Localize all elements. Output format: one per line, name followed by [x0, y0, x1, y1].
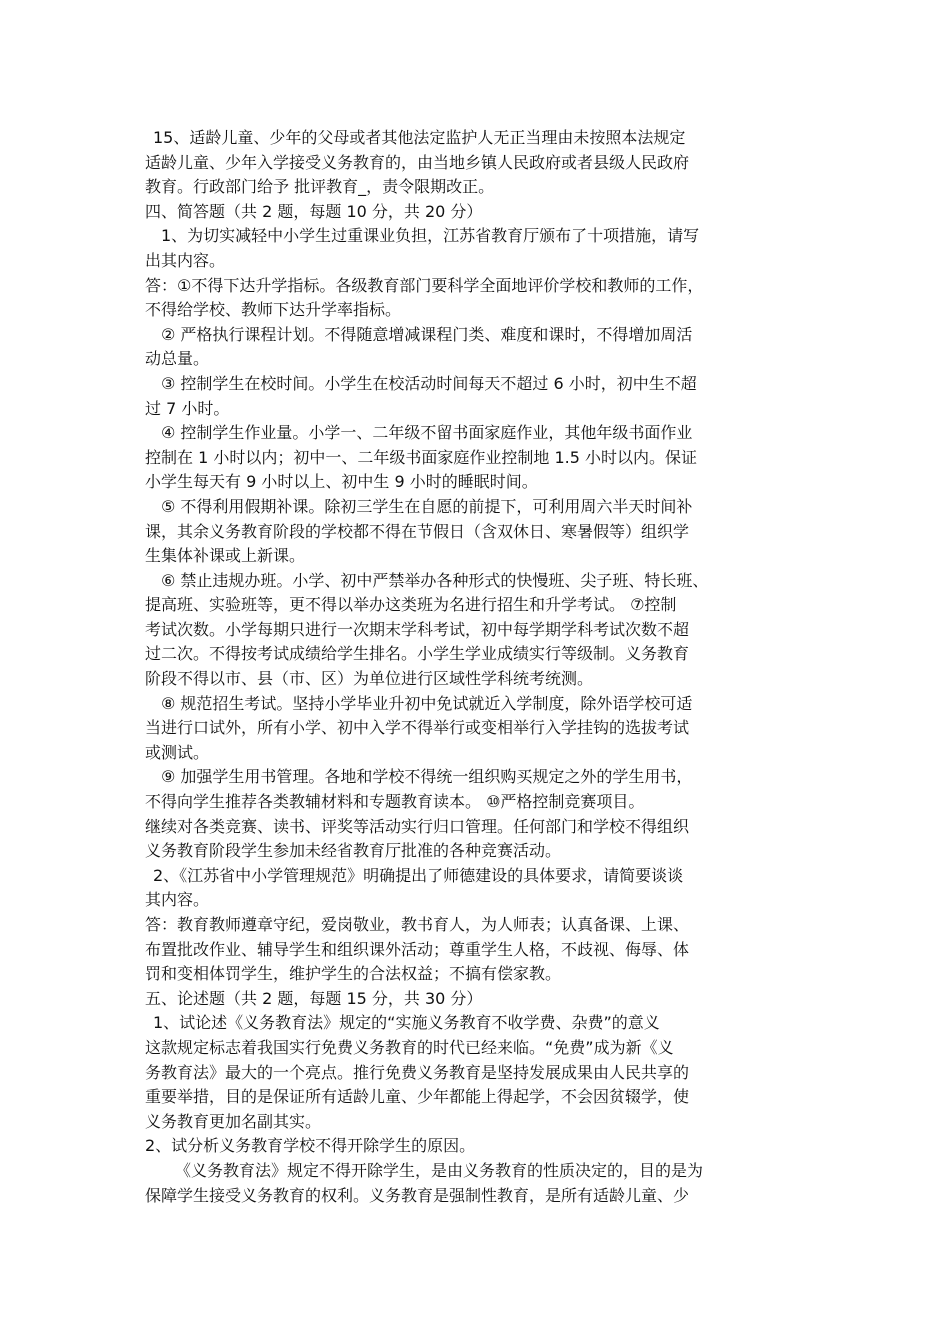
text-line: 义务教育更加名副其实。 — [145, 1111, 322, 1131]
text-line: 答：教育教师遵章守纪，爱岗敬业，教书育人，为人师表；认真备课、上课、 — [145, 915, 690, 934]
text-line: 这款规定标志着我国实行免费义务教育的时代已经来临。“免费”成为新《义 — [145, 1037, 674, 1057]
text-line: 《义务教育法》规定不得开除学生，是由义务教育的性质决定的，目的是为 — [175, 1160, 704, 1180]
text-line: 当进行口试外，所有小学、初中入学不得举行或变相举行入学挂钩的选拔考试 — [145, 718, 690, 738]
text-line: ⑧ 规范招生考试。坚持小学毕业升初中免试就近入学制度，除外语学校可适 — [161, 693, 693, 713]
text-line: 教育。行政部门给予 批评教育_，责令限期改正。 — [145, 177, 495, 197]
text-line: 罚和变相体罚学生，维护学生的合法权益；不搞有偿家教。 — [145, 964, 562, 984]
text-line: 保障学生接受义务教育的权利。义务教育是强制性教育，是所有适龄儿童、少 — [145, 1185, 690, 1205]
text-line: 小学生每天有 9 小时以上、初中生 9 小时的睡眠时间。 — [145, 472, 538, 492]
text-line: ② 严格执行课程计划。不得随意增减课程门类、难度和课时，不得增加周活 — [161, 324, 693, 344]
text-line: 适龄儿童、少年入学接受义务教育的，由当地乡镇人民政府或者县级人民政府 — [145, 152, 690, 172]
text-line: 1、试论述《义务教育法》规定的“实施义务教育不收学费、杂费”的意义 — [153, 1013, 660, 1033]
text-line: 四、简答题（共 2 题，每题 10 分，共 20 分） — [145, 201, 483, 221]
text-line: 其内容。 — [145, 890, 210, 910]
text-line: 课，其余义务教育阶段的学校都不得在节假日（含双休日、寒暑假等）组织学 — [145, 521, 690, 541]
text-line: 不得给学校、教师下达升学率指标。 — [145, 300, 402, 320]
text-line: 提高班、实验班等，更不得以举办这类班为名进行招生和升学考试。 ⑦控制 — [145, 595, 677, 615]
text-line: 15、适龄儿童、少年的父母或者其他法定监护人无正当理由未按照本法规定 — [153, 128, 686, 147]
text-line: 生集体补课或上新课。 — [145, 546, 306, 566]
text-line: ⑥ 禁止违规办班。小学、初中严禁举办各种形式的快慢班、尖子班、特长班、 — [161, 570, 709, 590]
text-line: 阶段不得以市、县（市、区）为单位进行区域性学科统考统测。 — [145, 669, 594, 689]
text-line: 控制在 1 小时以内；初中一、二年级书面家庭作业控制地 1.5 小时以内。保证 — [145, 447, 697, 467]
text-line: 2、试分析义务教育学校不得开除学生的原因。 — [145, 1136, 476, 1156]
text-line: 布置批改作业、辅导学生和组织课外活动；尊重学生人格，不歧视、侮辱、体 — [145, 939, 690, 959]
text-line: 继续对各类竞赛、读书、评奖等活动实行归口管理。任何部门和学校不得组织 — [145, 816, 690, 836]
text-line: 五、论述题（共 2 题，每题 15 分，共 30 分） — [145, 988, 483, 1008]
text-line: 或测试。 — [145, 742, 210, 762]
text-line: ⑤ 不得利用假期补课。除初三学生在自愿的前提下，可利用周六半天时间补 — [161, 496, 693, 516]
text-line: 出其内容。 — [145, 250, 226, 270]
text-line: 考试次数。小学每期只进行一次期末学科考试，初中每学期学科考试次数不超 — [145, 619, 690, 639]
text-line: 答：①不得下达升学指标。各级教育部门要科学全面地评价学校和教师的工作， — [145, 275, 704, 295]
text-line: ⑨ 加强学生用书管理。各地和学校不得统一组织购买规定之外的学生用书， — [161, 767, 693, 787]
text-line: 义务教育阶段学生参加未经省教育厅批准的各种竞赛活动。 — [145, 841, 562, 861]
text-line: ③ 控制学生在校时间。小学生在校活动时间每天不超过 6 小时，初中生不超 — [161, 373, 697, 393]
text-line: 务教育法》最大的一个亮点。推行免费义务教育是坚持发展成果由人民共享的 — [145, 1062, 690, 1082]
document-page — [145, 126, 815, 1208]
text-line: 1、为切实减轻中小学生过重课业负担，江苏省教育厅颁布了十项措施，请写 — [161, 226, 700, 246]
text-line: 2、《江苏省中小学管理规范》明确提出了师德建设的具体要求，请简要谈谈 — [153, 865, 684, 885]
text-line: 重要举措，目的是保证所有适龄儿童、少年都能上得起学，不会因贫辍学，使 — [145, 1087, 690, 1107]
text-line: 不得向学生推荐各类教辅材料和专题教育读本。 ⑩严格控制竞赛项目。 — [145, 792, 645, 812]
text-line: 过 7 小时。 — [145, 398, 230, 418]
text-line: 动总量。 — [145, 349, 210, 369]
text-line: 过二次。不得按考试成绩给学生排名。小学生学业成绩实行等级制。义务教育 — [145, 644, 690, 664]
text-line: ④ 控制学生作业量。小学一、二年级不留书面家庭作业，其他年级书面作业 — [161, 423, 693, 443]
